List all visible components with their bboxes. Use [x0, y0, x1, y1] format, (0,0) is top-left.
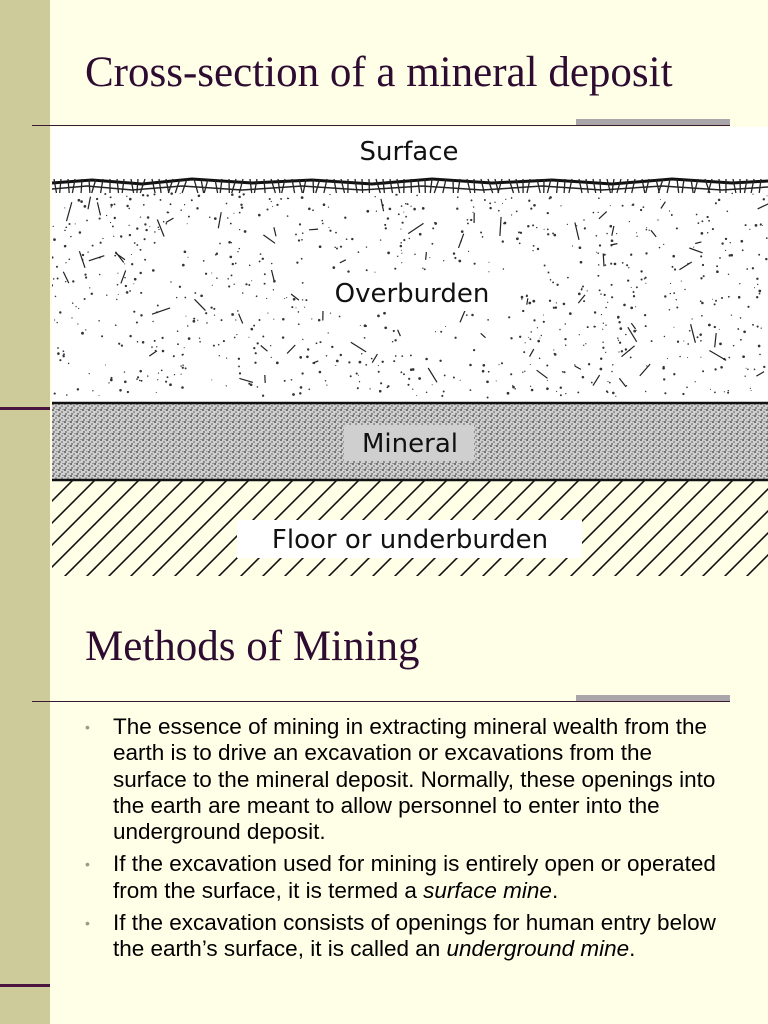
slide-title: Methods of Mining: [85, 623, 420, 670]
bullet-text: If the excavation used for mining is entirely open or operated from the surface, it is termed a: [113, 851, 716, 903]
bullet-text: The essence of mining in extracting mineral wealth from the earth is to drive an excavation or excavations from the surface to the mineral deposit. Normally, these openings into the earth are meant to allow personnel to enter into the underground deposit.: [113, 714, 716, 845]
bullet-item: [85, 851, 725, 904]
slide-sidebar: [0, 0, 50, 576]
bullet-dot-icon: •: [85, 856, 90, 873]
bullet-dot-icon: •: [85, 719, 90, 735]
sidebar-accent-line: [0, 984, 50, 987]
mineral-label: Mineral: [362, 429, 458, 459]
bullet-list: [85, 714, 725, 969]
floor-label: Floor or underburden: [271, 525, 549, 555]
slide-sidebar: [0, 576, 50, 1024]
bullet-text-end: .: [629, 936, 636, 962]
bullet-item: [85, 714, 725, 845]
bullet-item: [85, 910, 725, 963]
title-accent-bar: [576, 119, 730, 125]
title-underline: [32, 701, 730, 702]
surface-label: Surface: [359, 137, 459, 167]
slide-title: Cross-section of a mineral deposit: [85, 49, 673, 96]
bullet-dot-icon: •: [85, 915, 90, 932]
bullet-emphasis: surface mine: [423, 877, 552, 903]
bullet-emphasis: underground mine: [446, 936, 630, 962]
sidebar-accent-line: [0, 407, 50, 410]
bullet-text-end: .: [551, 877, 559, 903]
mineral-deposit-diagram: [52, 127, 768, 576]
title-underline: [32, 125, 730, 126]
title-accent-bar: [576, 695, 730, 701]
overburden-label: Overburden: [334, 279, 490, 309]
bullet-text: If the excavation consists of openings for human entry below the earth’s surface, it is called an: [113, 910, 716, 962]
